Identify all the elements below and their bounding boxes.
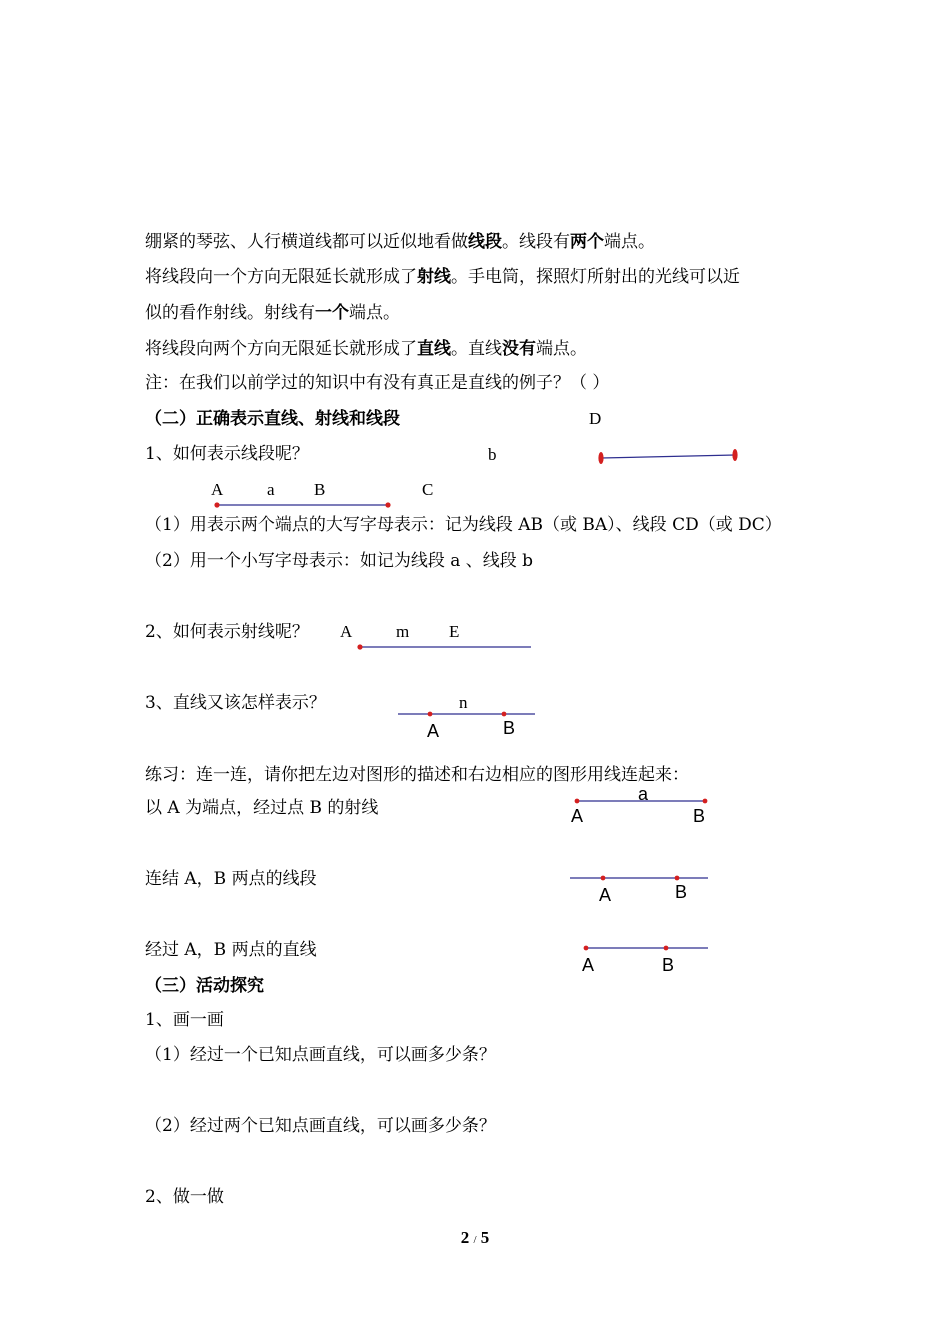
question-2: 2、如何表示射线呢？ <box>145 622 309 642</box>
fig2-point-B <box>675 876 680 881</box>
fig2-label-A: A <box>599 885 612 905</box>
fig2-label-B: B <box>675 882 688 902</box>
ray-label-E: E <box>449 622 460 641</box>
point-A <box>214 502 219 507</box>
activity-1-question-2: （2）经过两个已知点画直线，可以画多少条？ <box>145 1116 496 1136</box>
line-point-B <box>502 712 507 717</box>
question-3: 3、直线又该怎样表示？ <box>145 693 326 713</box>
ray-label-A: A <box>340 622 353 641</box>
text: 。线段有 <box>502 232 570 252</box>
fig2-point-A <box>601 876 606 881</box>
term-two: 两个 <box>570 232 604 252</box>
text: 。直线 <box>451 339 502 359</box>
label-B: B <box>314 480 326 499</box>
fig3-label-A: A <box>582 955 595 975</box>
line-label-A: A <box>427 721 440 741</box>
term-segment: 线段 <box>468 232 502 252</box>
label-A: A <box>211 480 224 499</box>
fig3-point-B <box>664 946 669 951</box>
fig1-point-A <box>575 799 580 804</box>
activity-1: 1、画一画 <box>145 1010 224 1030</box>
term-one: 一个 <box>315 303 349 323</box>
activity-2: 2、做一做 <box>145 1187 224 1207</box>
label-b: b <box>488 445 497 464</box>
question-1: 1、如何表示线段呢？ <box>145 444 309 464</box>
text: 端点。 <box>536 339 587 359</box>
page-total: 5 <box>480 1228 490 1247</box>
fig1-point-B <box>703 799 708 804</box>
point-C-end <box>598 452 603 464</box>
page-separator: / <box>473 1234 477 1246</box>
fig1-label-B: B <box>693 806 706 826</box>
text: 端点。 <box>604 232 655 252</box>
text: 绷紧的琴弦、人行横道线都可以近似地看做 <box>145 232 468 252</box>
point-D-end <box>732 449 737 461</box>
representation-2: （2）用一个小写字母表示：如记为线段 a 、线段 b <box>145 551 534 571</box>
text: 将线段向两个方向无限延长就形成了 <box>145 339 417 359</box>
fig3-point-A <box>584 946 589 951</box>
line-label-n: n <box>459 693 468 712</box>
description-ray: 以 A 为端点，经过点 B 的射线 <box>145 798 379 818</box>
term-line: 直线 <box>417 339 451 359</box>
line-label-B: B <box>503 718 516 738</box>
description-segment: 连结 A，B 两点的线段 <box>145 869 317 889</box>
section-heading-2: （二）正确表示直线、射线和线段 <box>145 409 400 429</box>
label-C: C <box>422 480 434 499</box>
point-B <box>385 502 390 507</box>
label-a: a <box>267 480 275 499</box>
term-none: 没有 <box>502 339 536 359</box>
text: 端点。 <box>349 303 400 323</box>
text: 。手电筒，探照灯所射出的光线可以近 <box>451 267 740 287</box>
page-current: 2 <box>460 1228 470 1247</box>
fig1-label-A: A <box>571 806 584 826</box>
line-point-A <box>428 712 433 717</box>
description-line: 经过 A，B 两点的直线 <box>145 940 317 960</box>
ray-label-m: m <box>396 622 410 641</box>
activity-1-question-1: （1）经过一个已知点画直线，可以画多少条？ <box>145 1045 496 1065</box>
text: 似的看作射线。射线有 <box>145 303 315 323</box>
term-ray: 射线 <box>417 267 451 287</box>
fig1-label-a: a <box>638 784 649 804</box>
page-number <box>0 1228 950 1248</box>
ray-point-A <box>357 644 362 649</box>
segment-CD <box>601 455 735 458</box>
section-heading-3: （三）活动探究 <box>145 976 264 996</box>
note-question: 注：在我们以前学过的知识中有没有真正是直线的例子？（ ） <box>145 373 610 393</box>
practice-instruction: 练习：连一连，请你把左边对图形的描述和右边相应的图形用线连起来： <box>145 765 689 785</box>
representation-1: （1）用表示两个端点的大写字母表示：记为线段 AB（或 BA）、线段 CD（或 DC） <box>145 515 782 535</box>
text: 将线段向一个方向无限延长就形成了 <box>145 267 417 287</box>
label-D: D <box>589 409 602 428</box>
fig3-label-B: B <box>662 955 675 975</box>
